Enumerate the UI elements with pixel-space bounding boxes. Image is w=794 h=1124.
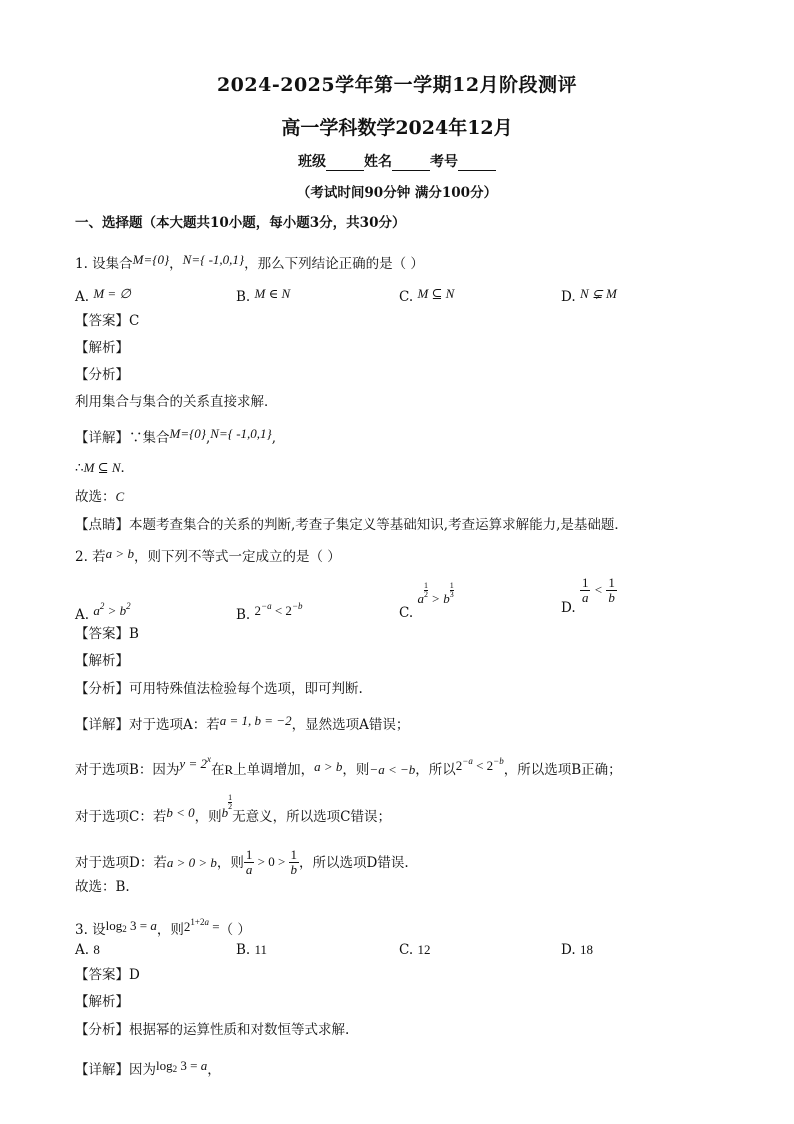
q2-fenxi: 【分析】可用特殊值法检验每个选项，即可判断. bbox=[75, 681, 363, 697]
q3-fenxi: 【分析】根据幂的运算性质和对数恒等式求解. bbox=[75, 1022, 350, 1038]
class-blank bbox=[326, 156, 364, 171]
q2-detail-a: 【详解】对于选项A：若a = 1, b = −2，显然选项A错误； bbox=[75, 713, 410, 733]
q2-stem: 2. 若a > b，则下列不等式一定成立的是（ ） bbox=[75, 546, 341, 565]
q1-stem-suffix: ，那么下列结论正确的是（ ） bbox=[244, 256, 424, 272]
q1-analysis-label: 【解析】 bbox=[75, 340, 129, 356]
page-subtitle: 高一学科数学2024年12月 bbox=[281, 117, 513, 139]
q3-analysis-label: 【解析】 bbox=[75, 994, 129, 1010]
q2-detail-d: 对于选项D：若a > 0 > b，则 $\frac{1}{a}$ > 0 > $\frac{1}{b}$ ，所以选项D错误. bbox=[75, 847, 409, 877]
q3-detail: 【详解】因为log2 3 = a， bbox=[75, 1058, 221, 1078]
id-label: 考号 bbox=[430, 154, 458, 170]
q1-answer: 【答案】C bbox=[75, 313, 140, 329]
q3-option-a: A. 8 bbox=[75, 942, 100, 958]
q3-option-b: B. 11 bbox=[236, 942, 268, 958]
q2-answer: 【答案】B bbox=[75, 626, 139, 642]
student-info-line bbox=[0, 151, 794, 171]
q1-sep: ， bbox=[169, 256, 183, 272]
q3-stem: 3. 设log2 3 = a，则$2^{1+2a}$ =（ ） bbox=[75, 917, 251, 938]
q1-option-b: B. M ∈ N bbox=[236, 286, 291, 305]
q2-detail-c: 对于选项C：若b < 0，则b $\frac{1}{2}$ 无意义，所以选项C错误； bbox=[75, 793, 391, 825]
q3-answer: 【答案】D bbox=[75, 967, 140, 983]
q1-stem bbox=[75, 250, 424, 274]
q1-fenxi-text: 利用集合与集合的关系直接求解． bbox=[75, 394, 278, 410]
q2-choose: 故选：B. bbox=[75, 879, 130, 895]
q2-option-a: A. $a^2 > b^2$ bbox=[75, 601, 131, 623]
q1-option-d: D. N ⊊ M bbox=[561, 286, 617, 305]
q1-set-m: M={0} bbox=[132, 252, 170, 267]
page-title: 2024-2025学年第一学期12月阶段测评 bbox=[216, 74, 578, 96]
q2-option-b: B. $2^{-a} < 2^{-b}$ bbox=[236, 601, 303, 623]
q3-option-d: D. 18 bbox=[561, 942, 593, 958]
q1-detail: 【详解】∵集合M={0},N={ -1,0,1}, bbox=[75, 426, 277, 446]
q1-option-c: C. M ⊆ N bbox=[399, 286, 455, 305]
q1-fenxi-label: 【分析】 bbox=[75, 367, 129, 383]
q2-option-c: C. a $\frac{1}{2}$ > b $\frac{1}{3}$ bbox=[399, 581, 454, 621]
q3-option-c: C. 12 bbox=[399, 942, 431, 958]
q1-choose: 故选：C bbox=[75, 489, 125, 505]
section-heading: 一、选择题（本大题共10小题，每小题3分，共30分） bbox=[75, 215, 406, 231]
q2-analysis-label: 【解析】 bbox=[75, 653, 129, 669]
id-blank bbox=[458, 156, 496, 171]
q2-detail-b: 对于选项B：因为$y = 2^x$在R上单调增加，a > b，则−a < −b，所以$2^{-a} < 2^{-b}$，所以选项B正确； bbox=[75, 754, 622, 778]
q1-therefore: ∴M ⊆ N． bbox=[75, 460, 134, 476]
name-label: 姓名 bbox=[364, 154, 392, 170]
time-note: （考试时间90分钟 满分100分） bbox=[296, 185, 498, 201]
q2-option-d: D. $\frac{1}{a}$ < $\frac{1}{b}$ bbox=[561, 575, 615, 616]
q1-stem-prefix: 1. 设集合 bbox=[75, 256, 133, 272]
q1-set-n: N={ -1,0,1} bbox=[182, 252, 245, 267]
q1-option-a: A. M = ∅ bbox=[75, 286, 131, 305]
name-blank bbox=[392, 156, 430, 171]
q1-comment: 【点睛】本题考查集合的关系的判断,考查子集定义等基础知识,考查运算求解能力,是基础题． bbox=[75, 517, 628, 533]
class-label: 班级 bbox=[298, 154, 326, 170]
